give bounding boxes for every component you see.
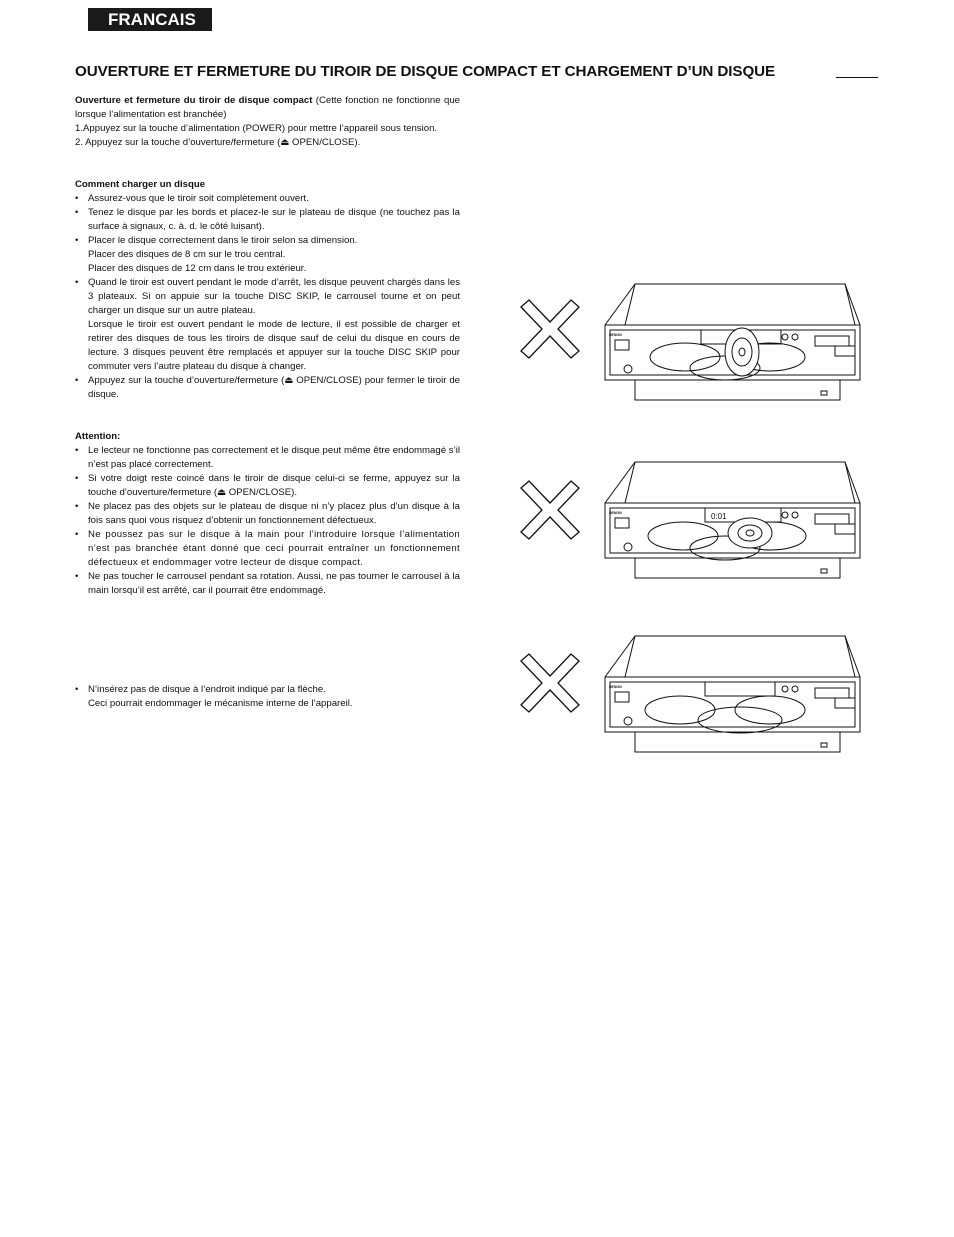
section1-step1: 1.Appuyez sur la touche d’alimentation (POWER) pour mettre l’appareil sous tension.	[75, 123, 438, 134]
figure-disc-misplaced-1	[515, 280, 865, 405]
section2-bullet3	[75, 234, 460, 276]
section-attention	[75, 430, 460, 598]
section2-bullet4-line1: Quand le tiroir est ouvert pendant le mode d’arrêt, les disque peuvent chargés dans les 3 plateaux. Si on appuie sur la touche DISC SKIP, le carrousel tourne et on peut charger un disque sur un autre plateau.	[88, 277, 460, 316]
cross-mark-icon	[521, 481, 579, 539]
figure-insertion-warning	[515, 632, 865, 757]
section2-bullet2: • Tenez le disque par les bords et placez-le sur le plateau de disque (ne touchez pas la surface à signaux, c. à. d. le côté luisant).	[75, 206, 460, 234]
section2-heading: Comment charger un disque	[75, 179, 206, 190]
section3-bullet3: • Ne placez pas des objets sur le plateau de disque ni n’y placez plus d’un disque à la fois sans quoi vous risquez d’obtenir un fonctionnement défectueux.	[75, 500, 460, 528]
section2-bullet1: • Assurez-vous que le tiroir soit complètement ouvert.	[75, 192, 460, 206]
section2-bullet3-line3: Placer des disques de 12 cm dans le trou extérieur.	[88, 263, 307, 274]
cross-mark-icon	[521, 654, 579, 712]
brand-label: DENON	[609, 333, 622, 337]
brand-label: DENON	[609, 685, 622, 689]
brand-label: DENON	[609, 511, 622, 515]
section1-note: (Cette fonction ne fonctionne que lorsque l’alimentation est branchée)	[75, 95, 460, 120]
section4-bullet1-line2: Ceci pourrait endommager le mécanisme interne de l’appareil.	[88, 698, 353, 709]
section3-heading: Attention:	[75, 431, 121, 442]
section2-bullet4-line2: Lorsque le tiroir est ouvert pendant le mode de lecture, il est possible de charger et retirer des disques de tous les tiroirs de disque sauf de celui du disque en cours de lecture. 3 disques peuvent être remplacés et appuyer sur la touche DISC SKIP pour commuter vers l’autre plateau du disque à changer.	[88, 319, 460, 372]
section-warning	[75, 683, 460, 711]
section3-bullet5: • Ne pas toucher le carrousel pendant sa rotation. Aussi, ne pas tourner le carrousel à la main lorsqu’il est arrêté, car il pourrait être endommagé.	[75, 570, 460, 598]
figure-disc-misplaced-2	[515, 458, 865, 583]
cd-player-illustration	[605, 462, 860, 578]
section1-heading: Ouverture et fermeture du tiroir de disque compact	[75, 95, 313, 106]
section4-bullet1	[75, 683, 460, 711]
section2-bullet3-line2: Placer des disques de 8 cm sur le trou central.	[88, 249, 286, 260]
section3-bullet4: • Ne poussez pas sur le disque à la main pour l’introduire lorsque l’alimentation n’est pas branchée étant donné que ceci pourrait entraîner un fonctionnement défectueux et endommager votre lecteur de disque compact.	[75, 528, 460, 570]
section1-step2: 2. Appuyez sur la touche d’ouverture/fermeture (⏏ OPEN/CLOSE).	[75, 137, 361, 148]
section4-bullet1-line1: N’insérez pas de disque à l’endroit indiqué par la flèche.	[88, 684, 326, 695]
cross-mark-icon	[521, 300, 579, 358]
section2-bullet3-line1: Placer le disque correctement dans le tiroir selon sa dimension.	[88, 235, 358, 246]
section3-bullet1: • Le lecteur ne fonctionne pas correctement et le disque peut même être endommagé s’il n’est pas placé correctement.	[75, 444, 460, 472]
cd-player-illustration	[605, 636, 860, 752]
page-title: OUVERTURE ET FERMETURE DU TIROIR DE DISQUE COMPACT ET CHARGEMENT D’UN DISQUE	[75, 63, 776, 80]
section3-bullet2: • Si votre doigt reste coincé dans le tiroir de disque celui-ci se ferme, appuyez sur la touche d’ouverture/fermeture (⏏ OPEN/CLOSE).	[75, 472, 460, 500]
section2-bullet5: • Appuyez sur la touche d’ouverture/fermeture (⏏ OPEN/CLOSE) pour fermer le tiroir de disque.	[75, 374, 460, 402]
display-readout: 0:01	[711, 512, 727, 521]
section-open-close	[75, 94, 460, 150]
cd-player-illustration	[605, 284, 860, 400]
section-loading	[75, 178, 460, 402]
language-tab: FRANCAIS	[88, 8, 212, 31]
title-rule	[836, 77, 878, 78]
section2-bullet4	[75, 276, 460, 374]
